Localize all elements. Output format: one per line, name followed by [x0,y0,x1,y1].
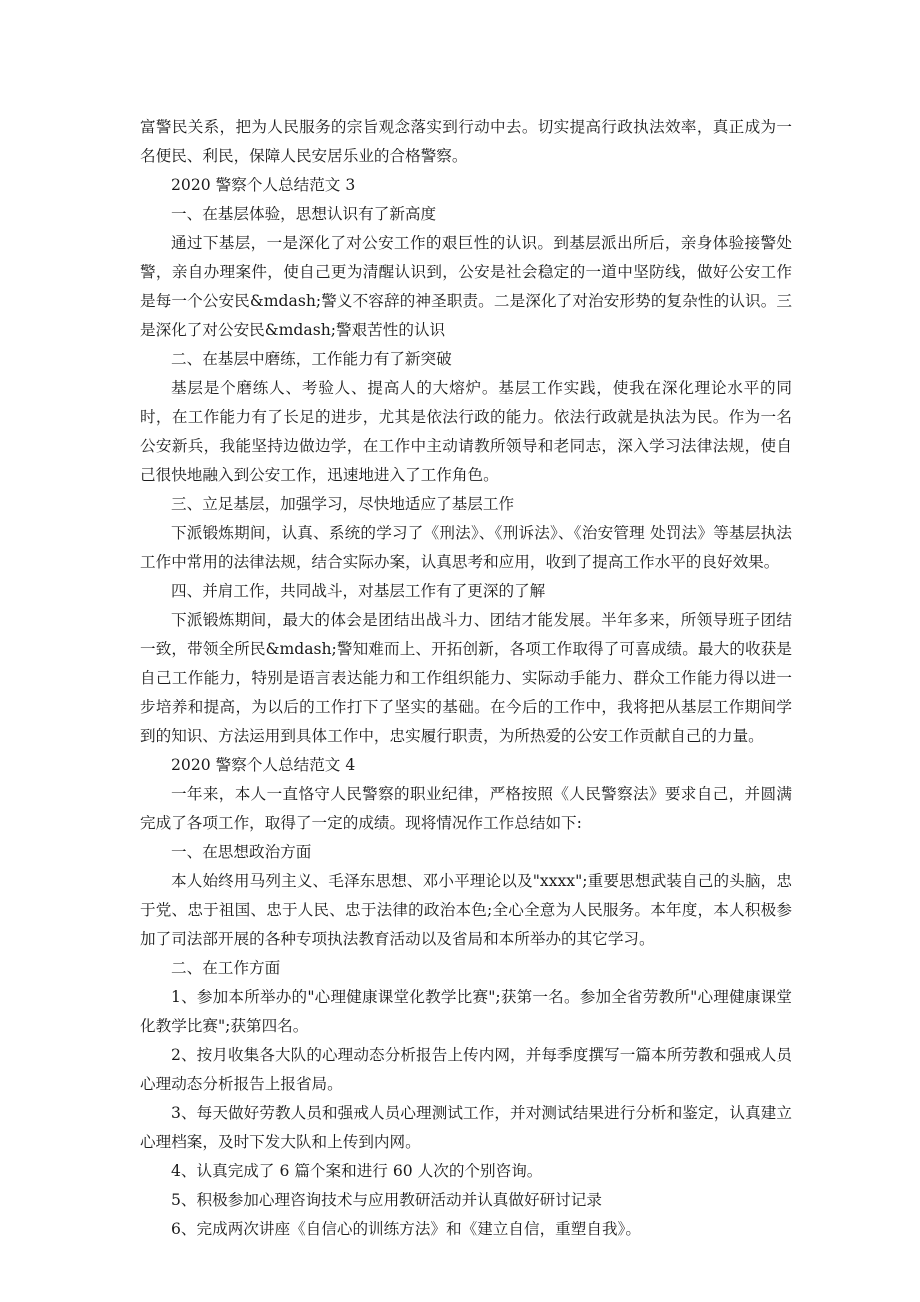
paragraph: 下派锻炼期间，最大的体会是团结出战斗力、团结才能发展。半年多来，所领导班子团结一致，带领全所民&mdash;警知难而上、开拓创新，各项工作取得了可喜成绩。最大的收获是自己工作能力，特别是语言表达能力和工作组织能力、实际动手能力、群众工作能力得以进一步培养和提高，为以后的工作打下了坚实的基础。在今后的工作中，我将把从基层工作期间学到的知识、方法运用到具体工作中，忠实履行职责，为所热爱的公安工作贡献自己的力量。 [140,611,792,745]
document-body [140,113,792,1244]
paragraph: 一年来，本人一直恪守人民警察的职业纪律，严格按照《人民警察法》要求自己，并圆满完成了各项工作，取得了一定的成绩。现将情况作工作总结如下: [140,785,792,832]
subsection-heading: 一、在基层体验，思想认识有了新高度 [171,205,437,223]
subsection-heading: 二、在工作方面 [171,959,281,977]
list-item: 2、按月收集各大队的心理动态分析报告上传内网，并每季度撰写一篇本所劳教和强戒人员心理动态分析报告上报省局。 [140,1046,792,1093]
paragraph: 本人始终用马列主义、毛泽东思想、邓小平理论以及"xxxx";重要思想武装自己的头脑，忠于党、忠于祖国、忠于人民、忠于法律的政治本色;全心全意为人民服务。本年度，本人积极参加了司法部开展的各种专项执法教育活动以及省局和本所举办的其它学习。 [140,872,792,948]
list-item: 5、积极参加心理咨询技术与应用教研活动并认真做好研讨记录 [171,1191,602,1209]
list-item: 1、参加本所举办的"心理健康课堂化教学比赛";获第一名。参加全省劳教所"心理健康课堂化教学比赛";获第四名。 [140,988,792,1035]
paragraph: 富警民关系，把为人民服务的宗旨观念落实到行动中去。切实提高行政执法效率，真正成为一名便民、利民，保障人民安居乐业的合格警察。 [140,118,792,165]
paragraph: 通过下基层，一是深化了对公安工作的艰巨性的认识。到基层派出所后，亲身体验接警处警，亲自办理案件，使自己更为清醒认识到，公安是社会稳定的一道中坚防线，做好公安工作是每一个公安民&mdash;警义不容辞的神圣职责。二是深化了对治安形势的复杂性的认识。三是深化了对公安民&mdash;警艰苦性的认识 [140,234,792,339]
list-item: 6、完成两次讲座《自信心的训练方法》和《建立自信，重塑自我》。 [171,1220,641,1238]
subsection-heading: 四、并肩工作，共同战斗，对基层工作有了更深的了解 [171,582,546,600]
section-heading: 2020 警察个人总结范文 3 [171,176,356,194]
paragraph: 下派锻炼期间，认真、系统的学习了《刑法》、《刑诉法》、《治安管理 处罚法》等基层执法工作中常用的法律法规，结合实际办案，认真思考和应用，收到了提高工作水平的良好效果。 [140,524,792,571]
section-heading: 2020 警察个人总结范文 4 [171,756,356,774]
paragraph: 基层是个磨练人、考验人、提高人的大熔炉。基层工作实践，使我在深化理论水平的同时，在工作能力有了长足的进步，尤其是依法行政的能力。依法行政就是执法为民。作为一名公安新兵，我能坚持边做边学，在工作中主动请教所领导和老同志，深入学习法律法规，使自己很快地融入到公安工作，迅速地进入了工作角色。 [140,379,792,484]
subsection-heading: 二、在基层中磨练，工作能力有了新突破 [171,350,452,368]
subsection-heading: 一、在思想政治方面 [171,843,312,861]
list-item: 4、认真完成了 6 篇个案和进行 60 人次的个别咨询。 [171,1162,543,1180]
list-item: 3、每天做好劳教人员和强戒人员心理测试工作，并对测试结果进行分析和鉴定，认真建立心理档案，及时下发大队和上传到内网。 [140,1104,792,1151]
subsection-heading: 三、立足基层，加强学习，尽快地适应了基层工作 [171,495,515,513]
